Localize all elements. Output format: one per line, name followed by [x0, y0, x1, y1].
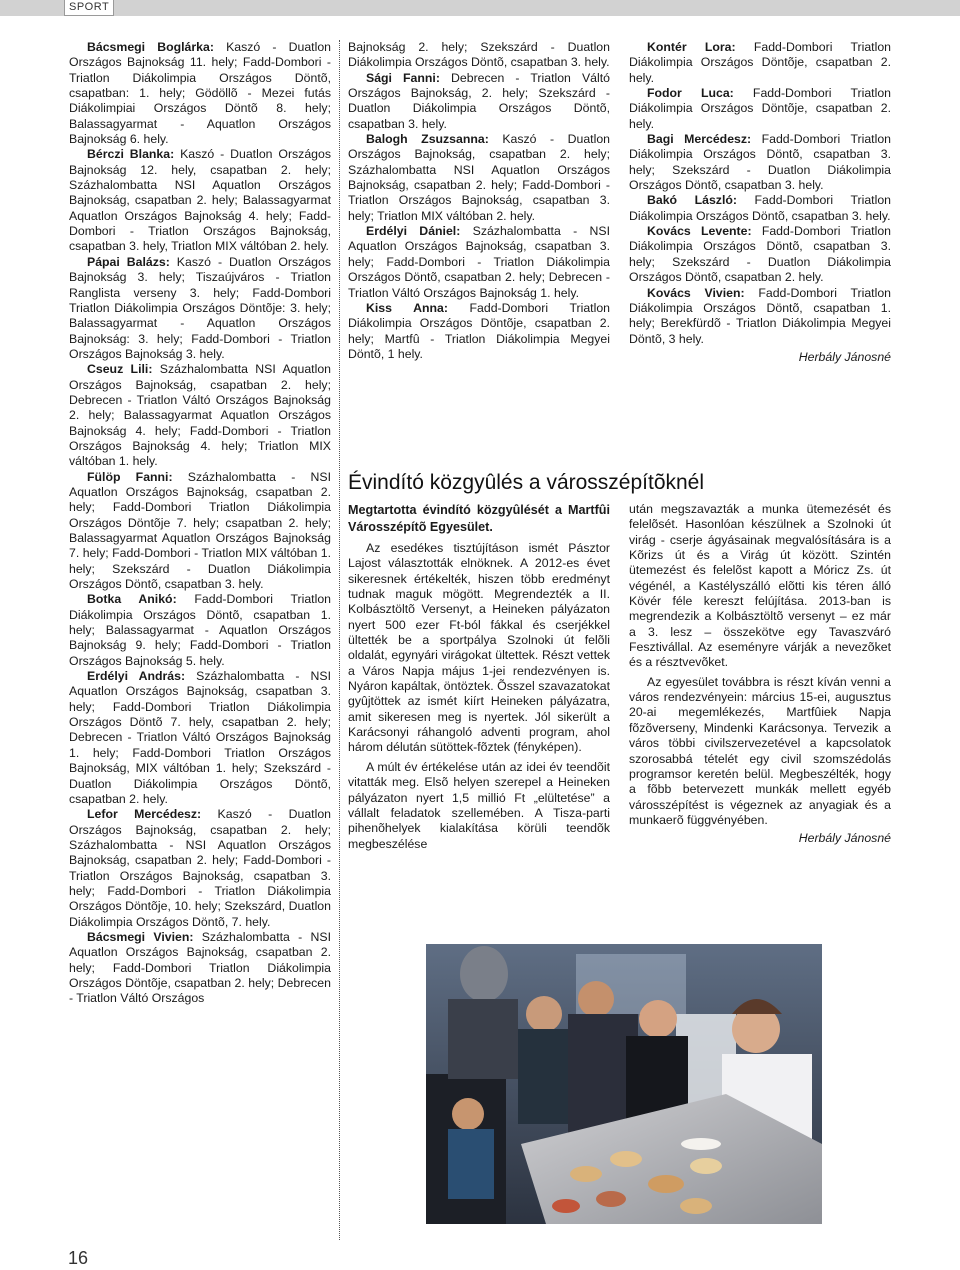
results-column-1 [69, 40, 331, 1007]
result-entry [629, 224, 891, 285]
author-signature: Herbály Jánosné [798, 831, 891, 846]
athlete-name: Erdélyi András: [87, 669, 186, 684]
article-paragraph: Az egyesület továbbra is részt kíván venni a város rendezvényein: március 15-ei, augusztus 20-ai megemlékezés, Martfûiek Napja fõzõverseny, Mindenki Karácsonya. Tervezik a város többi civilszervezetével a kapcsolatok szorosabbá tételét egy civil szomszédolás programsor keretén belül. Megbeszélték, hogy a fõbb betervezett munkák mellett egyéb városszépítést is végeznek az anyagiak és a munkaerõ függvényében. [629, 674, 891, 827]
page-number: 16 [68, 1248, 89, 1268]
result-entry [69, 147, 331, 254]
result-entry [69, 40, 331, 147]
athlete-results: Fadd-Dombori Triatlon Diákolimpia Országos Döntõ, csapatban 3. hely. [629, 193, 891, 223]
result-entry [629, 132, 891, 193]
result-entry [69, 362, 331, 469]
result-entry [69, 930, 331, 1007]
athlete-results: Fadd-Dombori Triatlon Diákolimpia Országos Döntõje, csapatban 2. hely. [629, 40, 891, 85]
athlete-name: Bérczi Blanka: [87, 147, 175, 162]
athlete-name: Bácsmegi Vivien: [87, 929, 194, 944]
result-entry [348, 71, 610, 132]
athlete-results: Fadd-Dombori Triatlon Diákolimpia Országos Döntõ, csapatban 3. hely; Szekszárd - Duatlon Diákolimpia Országos Döntõ, csapatban 3. hely. [629, 132, 892, 193]
athlete-results: Százhalombatta NSI Aquatlon Országos Bajnokság, csapatban 2. hely; Debrecen - Triatlon Váltó Országos Bajnokság 2. hely; Balassagyarmat Aquatlon Országos Bajnokság 4. hely; Fadd-Dombori - Triatlon Országos Bajnokság 4. hely; Triatlon MIX váltóban 1. hely. [69, 362, 331, 469]
athlete-name: Sági Fanni: [366, 70, 440, 85]
results-column-2 [348, 40, 610, 362]
author-signature: Herbály Jánosné [798, 349, 891, 364]
athlete-name: Fülöp Fanni: [87, 469, 173, 484]
athlete-results: Százhalombatta - NSI Aquatlon Országos Bajnokság, csapatban 2. hely; Fadd-Dombori Triatlon Diákolimpia Országos Döntõje 7. hely; csapatban 2. hely; Balassagyarmat Aquatlon Országos Bajnokság 7. hely; Fadd-Dombori - Triatlon MIX váltóban 1. hely; Szekszárd - Duatlon Diákolimpia Országos Döntõ, csapatban 3. hely. [69, 469, 332, 592]
athlete-name: Kovács Vivien: [647, 285, 745, 300]
column-divider [339, 40, 340, 1240]
athlete-results: Százhalombatta - NSI Aquatlon Országos Bajnokság, csapatban 2. hely; Fadd-Dombori Triatlon Diákolimpia Országos Döntõje, csapatban 2. hely; Debrecen - Triatlon Váltó Országos [69, 929, 331, 1006]
athlete-results: Debrecen - Triatlon Váltó Országos Bajnokság, 2. hely; Szekszárd - Duatlon Diákolimpia Országos Döntõ, csapatban 3. hely. [348, 70, 610, 131]
result-entry [629, 193, 891, 224]
article-paragraph: Az esedékes tisztújításon ismét Pásztor Lajost választották elnöknek. A 2012-es évet sikeresnek értékelték, hiszen több eredményt tudnak maguk mögött. Megrendezték a II. Kolbásztöltõ Versenyt, a Heineken pályázaton nyert 500 ezer Ft-ból fákkal és cserjékkel ültették be a sportpálya Szolnoki út felõli oldalát, egynyári virágokat ültettek. Részt vettek a Város Napja május 1-jei rendezvényen is. Nyáron kapáltak, öntöztek. Õsszel szavazatokat gyûjtöttek az ismét kiírt Heineken pályázatra, amit sikeresen meg is nyertek. Jól sikerült a Karácsonyi ráhangoló adventi program, ahol három délután sütöttek-fõztek (fényképen). [348, 541, 610, 755]
athlete-name: Erdélyi Dániel: [366, 224, 461, 239]
athlete-results: Fadd-Dombori Triatlon Diákolimpia Országos Döntõje, csapatban 2. hely. [629, 86, 891, 131]
athlete-name: Cseuz Lili: [87, 362, 153, 377]
athlete-name: Bakó László: [647, 193, 737, 208]
athlete-name: Kiss Anna: [366, 300, 448, 315]
results-column-3 [629, 40, 891, 365]
result-entry [348, 224, 610, 301]
result-entry [69, 470, 331, 593]
result-entry [629, 40, 891, 86]
athlete-name: Bácsmegi Boglárka: [87, 40, 214, 54]
athlete-results: Fadd-Dombori Triatlon Diákolimpia Országos Döntõ, csapatban 3. hely; Szekszárd - Duatlon Diákolimpia Országos Döntõ, csapatban 2. hely. [629, 224, 892, 285]
athlete-name: Fodor Luca: [647, 86, 734, 101]
result-entry [69, 592, 331, 669]
result-entry [69, 255, 331, 362]
article-headline: Évindító közgyûlés a városszépítõknél [348, 471, 705, 494]
article-paragraph: után megszavazták a munka ütemezését és felelõsét. Hasonlóan készülnek a Szolnoki út virág - cserje ágyásainak megvalósítására is a Kõrizs út és a Virág út között. Szintén ütemezést és felelõst kapott a Móricz Zs. út végénél, a Kastélyszálló elõtti kis téren álló Kövér féle kereszt felújítása. 2013-ban is megrendezik a Kolbásztöltõ versenyt – ez már a 3. lesz – összekötve egy Tavaszváró Fesztivállal. Az eseményre várják a nevezõket és a résztvevõket. [629, 502, 891, 670]
athlete-results: Kaszó - Duatlon Országos Bajnokság 3. hely; Tiszaújváros - Triatlon Ranglista verseny 3. hely; Fadd-Dombori Triatlon Diákolimpia Országos Döntõje: 3. hely; Balassagyarmat - Aquatlon Országos Bajnokság: 3. hely; Fadd-Dombori - Triatlon Országos Bajnokság 3. hely. [69, 254, 331, 361]
article-paragraph: A múlt év értékelése után az idei év teendõit vitatták meg. Elsõ helyen szerepel a Heineken pályázaton nyert 1,5 millió Ft „elültetése” a vállalt feladatok szellemében. A Tisza-parti pihenõhelyek kialakítása körüli teendõk megbeszélése [348, 759, 610, 851]
event-photo-illustration [426, 944, 822, 1224]
result-entry [69, 669, 331, 807]
result-entry [629, 86, 891, 132]
athlete-results: Kaszó - Duatlon Országos Bajnokság, csapatban 2. hely; Százhalombatta - NSI Aquatlon Országos Bajnokság, csapatban 2. hely; Fadd-Dombori - Triatlon Országos Bajnokság, csapatban 3. hely; Fadd-Dombori - Triatlon Diákolimpia Országos Döntõje, 10. hely; Szekszárd, Duatlon Diákolimpia Országos Döntõ, 7. hely. [69, 807, 332, 929]
athlete-name: Botka Anikó: [87, 592, 177, 607]
result-entry [348, 132, 610, 224]
athlete-results: Százhalombatta - NSI Aquatlon Országos Bajnokság, csapatban 3. hely; Fadd-Dombori Triatlon Diákolimpia Országos Döntõ 7. hely, csapatban 2. hely; Debrecen - Triatlon Váltó Országos Bajnokság 1. hely; Fadd-Dombori Triatlon Országos Bajnokság, MIX váltóban 1. hely; Szekszárd - Duatlon Diákolimpia Országos Döntõ, csapatban 2. hely. [69, 669, 331, 806]
athlete-name: Pápai Balázs: [87, 254, 170, 269]
result-entry [69, 807, 331, 930]
athlete-results: Fadd-Dombori Triatlon Diákolimpia Országos Döntõje, csapatban 2. hely; Martfû - Triatlon Diákolimpia Megyei Döntõ, 1 hely. [348, 300, 610, 361]
article-lead: Megtartotta évindító közgyûlését a Martfûi Városszépítõ Egyesület. [348, 503, 610, 534]
athlete-results: Fadd-Dombori Triatlon Diákolimpia Országos Döntõ, csapatban 1. hely; Balassagyarmat - Aquatlon Országos Bajnokság 9. hely; Fadd-Dombori - Triatlon Országos Bajnokság 5. hely. [69, 592, 331, 668]
continued-results: Bajnokság 2. hely; Szekszárd - Duatlon Diákolimpia Országos Döntõ, csapatban 3. hely. [348, 40, 610, 70]
section-label: SPORT [64, 0, 114, 16]
athlete-name: Lefor Mercédesz: [87, 807, 202, 822]
athlete-results: Kaszó - Duatlon Országos Bajnokság, csapatban 2. hely; Százhalombatta NSI Aquatlon Országos Bajnokság, csapatban 2. hely; Fadd-Dombori - Triatlon Országos Bajnokság, csapatban 3. hely; Triatlon MIX váltóban 2. hely. [348, 132, 611, 223]
athlete-results: Kaszó - Duatlon Országos Bajnokság 11. hely; Fadd-Dombori - Triatlon Diákolimpia Országos Döntõ, csapatban: 1. hely; Gödöllõ - Mezei futás Diákolimpiai Országos Döntõ 8. hely; Balassagyarmat - Aquatlon Országos Bajnokság 6. hely. [69, 40, 332, 147]
athlete-name: Balogh Zsuzsanna: [366, 132, 489, 147]
athlete-results: Százhalombatta - NSI Aquatlon Országos Bajnokság, csapatban 3. hely; Fadd-Dombori - Triatlon Diákolimpia Országos Döntõ, csapatban 2. hely; Debrecen - Triatlon Váltó Országos Bajnokság 1. hely. [348, 224, 610, 300]
result-entry [348, 301, 610, 362]
athlete-results: Kaszó - Duatlon Országos Bajnokság 12. hely, csapatban 2. hely; Százhalombatta NSI Aquatlon Országos Bajnokság, csapatban 2. hely; Balassagyarmat Aquatlon Országos Bajnokság 4. hely; Fadd-Dombori - Triatlon Országos Bajnokság, csapatban 3. hely, Triatlon MIX váltóban 2. hely. [69, 147, 332, 254]
article-photo [426, 944, 822, 1224]
athlete-results: Fadd-Dombori Triatlon Diákolimpia Országos Döntõ, csapatban 1. hely; Berekfürdõ - Triatlon Diákolimpia Megyei Döntõ, 3 hely. [629, 285, 891, 346]
article-column-right [629, 502, 891, 847]
article-column-left [348, 502, 610, 852]
athlete-name: Kontér Lora: [647, 40, 736, 54]
athlete-name: Kovács Levente: [647, 224, 752, 239]
section-header-bar [0, 0, 960, 16]
athlete-name: Bagi Mercédesz: [647, 132, 752, 147]
result-entry [629, 286, 891, 347]
